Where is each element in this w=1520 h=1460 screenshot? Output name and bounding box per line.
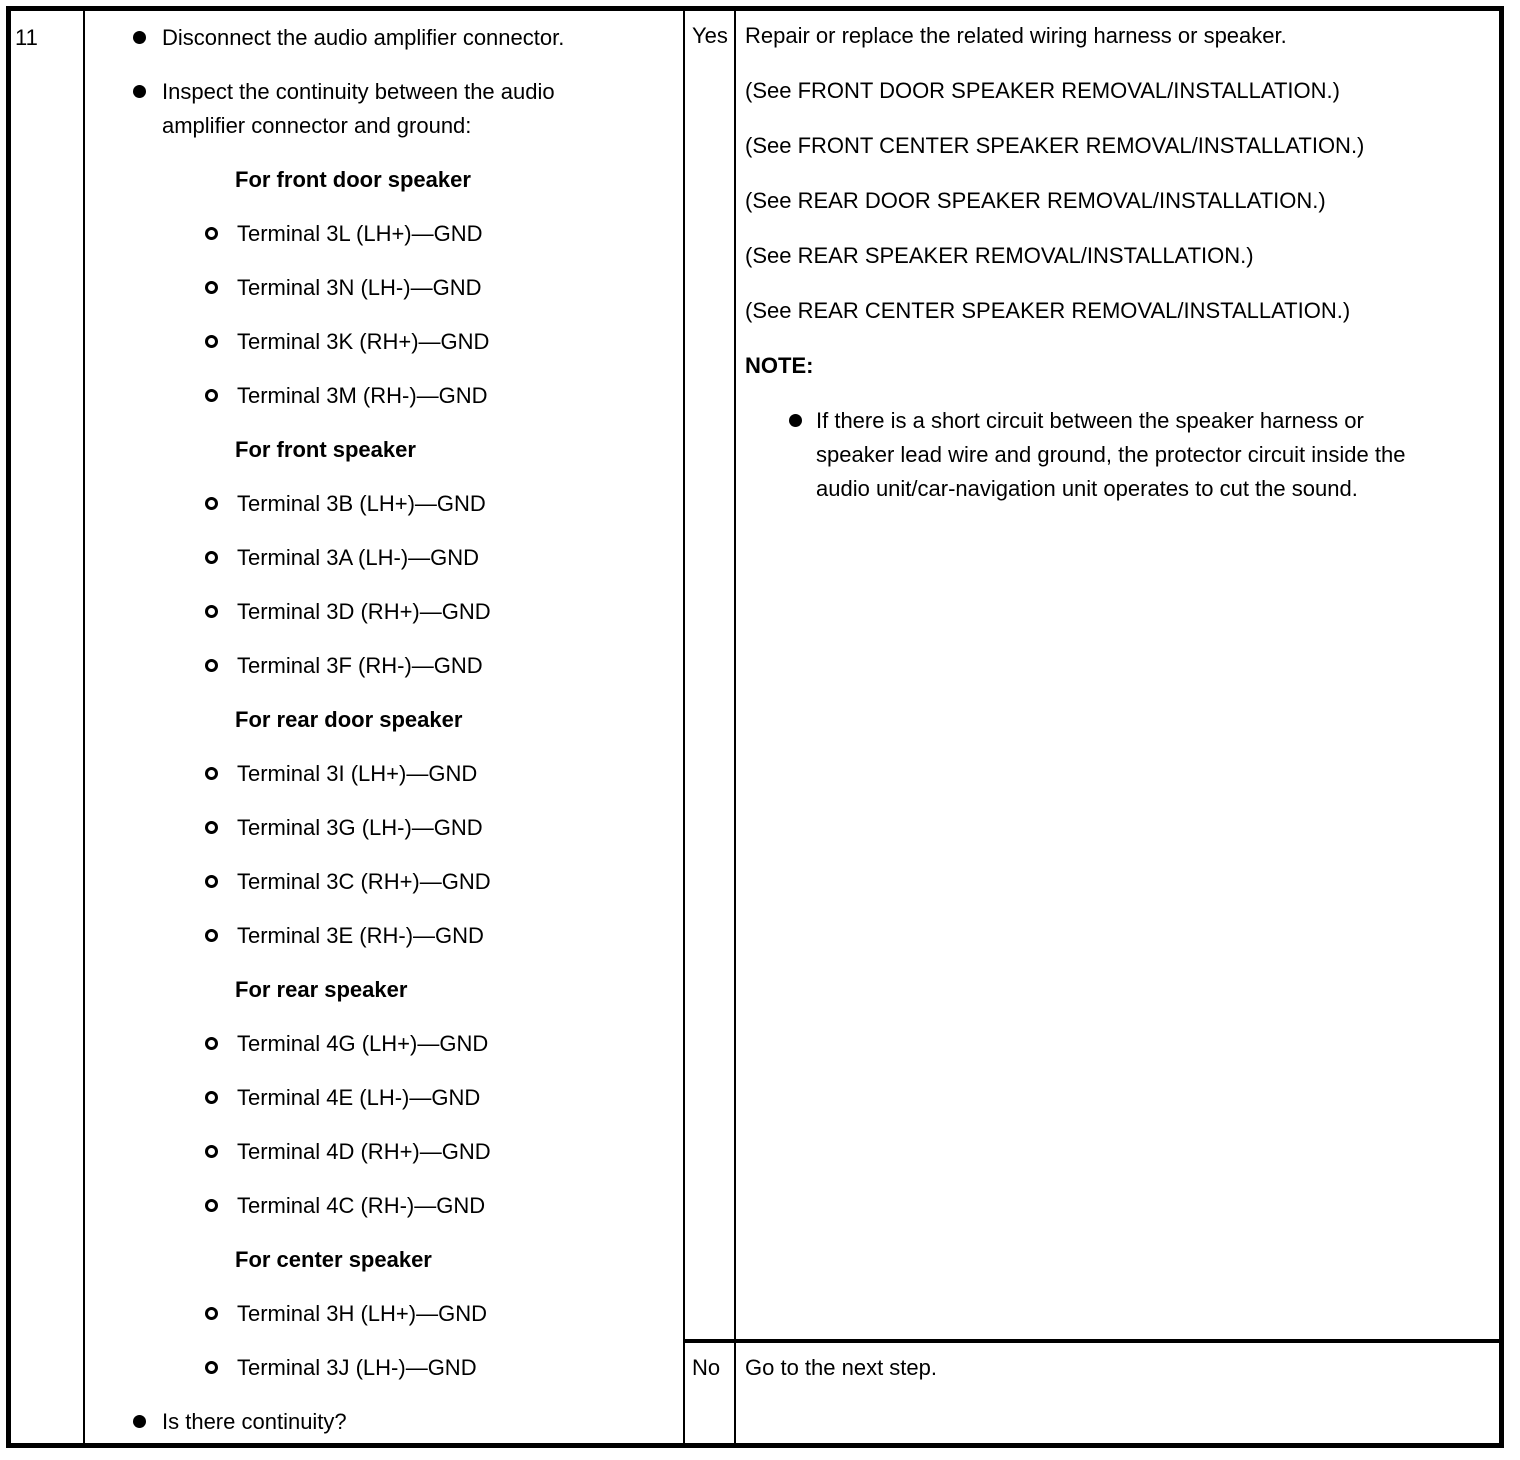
circle-bullet-icon — [205, 875, 218, 888]
procedure-question: Is there continuity? — [162, 1409, 347, 1434]
terminal-text: Terminal 4E (LH-)—GND — [237, 1085, 481, 1110]
terminal-text: Terminal 4D (RH+)—GND — [237, 1139, 491, 1164]
see-reference: (See FRONT DOOR SPEAKER REMOVAL/INSTALLATION.) — [745, 78, 1340, 103]
circle-bullet-icon — [205, 821, 218, 834]
terminal-item — [85, 541, 683, 575]
see-reference: (See REAR SPEAKER REMOVAL/INSTALLATION.) — [745, 243, 1254, 268]
yes-action-text: Repair or replace the related wiring harness or speaker. — [745, 23, 1287, 48]
terminal-text: Terminal 4C (RH-)—GND — [237, 1193, 486, 1218]
no-row — [685, 1343, 1499, 1443]
circle-bullet-icon — [205, 1361, 218, 1374]
procedure-item — [85, 1405, 683, 1439]
see-reference: (See FRONT CENTER SPEAKER REMOVAL/INSTALLATION.) — [745, 133, 1365, 158]
terminal-item — [85, 325, 683, 359]
circle-bullet-icon — [205, 605, 218, 618]
terminal-item — [85, 1189, 683, 1223]
circle-bullet-icon — [205, 1037, 218, 1050]
terminal-text: Terminal 3H (LH+)—GND — [237, 1301, 487, 1326]
terminal-text: Terminal 3E (RH-)—GND — [237, 923, 484, 948]
yes-action-cell — [736, 11, 1499, 1339]
terminal-item — [85, 1297, 683, 1331]
terminal-item — [85, 217, 683, 251]
terminal-item — [85, 595, 683, 629]
terminal-text: Terminal 3A (LH-)—GND — [237, 545, 480, 570]
circle-bullet-icon — [205, 281, 218, 294]
results-column — [685, 11, 1499, 1443]
note-text: If there is a short circuit between the speaker harness or speaker lead wire and ground, the protector circuit inside the audio unit/car-navigation unit operates to cut the sound. — [816, 408, 1406, 501]
terminal-item — [85, 487, 683, 521]
procedure-item — [85, 21, 683, 55]
terminal-item — [85, 1027, 683, 1061]
yes-label: Yes — [692, 23, 728, 48]
step-number: 11 — [15, 25, 38, 50]
troubleshooting-step-table — [6, 6, 1504, 1448]
circle-bullet-icon — [205, 1145, 218, 1158]
note-item — [745, 404, 1499, 506]
terminal-text: Terminal 3D (RH+)—GND — [237, 599, 491, 624]
speaker-group-header: For front speaker — [235, 437, 416, 462]
terminal-text: Terminal 3F (RH-)—GND — [237, 653, 483, 678]
terminal-item — [85, 757, 683, 791]
yes-label-cell — [685, 11, 736, 1339]
circle-bullet-icon — [205, 335, 218, 348]
no-action-text: Go to the next step. — [745, 1355, 938, 1380]
terminal-text: Terminal 3B (LH+)—GND — [237, 491, 486, 516]
terminal-text: Terminal 3K (RH+)—GND — [237, 329, 490, 354]
no-label: No — [692, 1355, 721, 1380]
inspection-procedure-cell — [85, 11, 685, 1443]
terminal-text: Terminal 4G (LH+)—GND — [237, 1031, 489, 1056]
see-reference: (See REAR CENTER SPEAKER REMOVAL/INSTALLATION.) — [745, 298, 1351, 323]
see-reference: (See REAR DOOR SPEAKER REMOVAL/INSTALLATION.) — [745, 188, 1326, 213]
bullet-icon — [789, 414, 802, 427]
terminal-text: Terminal 3I (LH+)—GND — [237, 761, 478, 786]
yes-row — [685, 11, 1499, 1343]
note-label: NOTE: — [745, 353, 814, 378]
terminal-text: Terminal 3G (LH-)—GND — [237, 815, 483, 840]
no-action-cell — [736, 1343, 1499, 1443]
terminal-text: Terminal 3L (LH+)—GND — [237, 221, 483, 246]
step-number-cell — [11, 11, 85, 1443]
terminal-item — [85, 271, 683, 305]
bullet-icon — [133, 85, 146, 98]
terminal-item — [85, 865, 683, 899]
terminal-item — [85, 649, 683, 683]
circle-bullet-icon — [205, 551, 218, 564]
circle-bullet-icon — [205, 1307, 218, 1320]
terminal-item — [85, 379, 683, 413]
terminal-item — [85, 919, 683, 953]
speaker-group-header: For rear speaker — [235, 977, 408, 1002]
speaker-group-header: For front door speaker — [235, 167, 471, 192]
circle-bullet-icon — [205, 227, 218, 240]
procedure-text: Disconnect the audio amplifier connector. — [162, 25, 565, 50]
procedure-item — [85, 75, 683, 143]
terminal-item — [85, 1351, 683, 1385]
terminal-item — [85, 1081, 683, 1115]
circle-bullet-icon — [205, 497, 218, 510]
speaker-group-header: For center speaker — [235, 1247, 432, 1272]
speaker-group-header: For rear door speaker — [235, 707, 463, 732]
circle-bullet-icon — [205, 767, 218, 780]
terminal-item — [85, 1135, 683, 1169]
circle-bullet-icon — [205, 1091, 218, 1104]
circle-bullet-icon — [205, 929, 218, 942]
terminal-text: Terminal 3N (LH-)—GND — [237, 275, 482, 300]
bullet-icon — [133, 31, 146, 44]
terminal-text: Terminal 3M (RH-)—GND — [237, 383, 488, 408]
terminal-item — [85, 811, 683, 845]
procedure-text: Inspect the continuity between the audio amplifier connector and ground: — [162, 79, 555, 138]
circle-bullet-icon — [205, 659, 218, 672]
terminal-text: Terminal 3J (LH-)—GND — [237, 1355, 477, 1380]
circle-bullet-icon — [205, 1199, 218, 1212]
no-label-cell — [685, 1343, 736, 1443]
terminal-text: Terminal 3C (RH+)—GND — [237, 869, 491, 894]
circle-bullet-icon — [205, 389, 218, 402]
bullet-icon — [133, 1415, 146, 1428]
